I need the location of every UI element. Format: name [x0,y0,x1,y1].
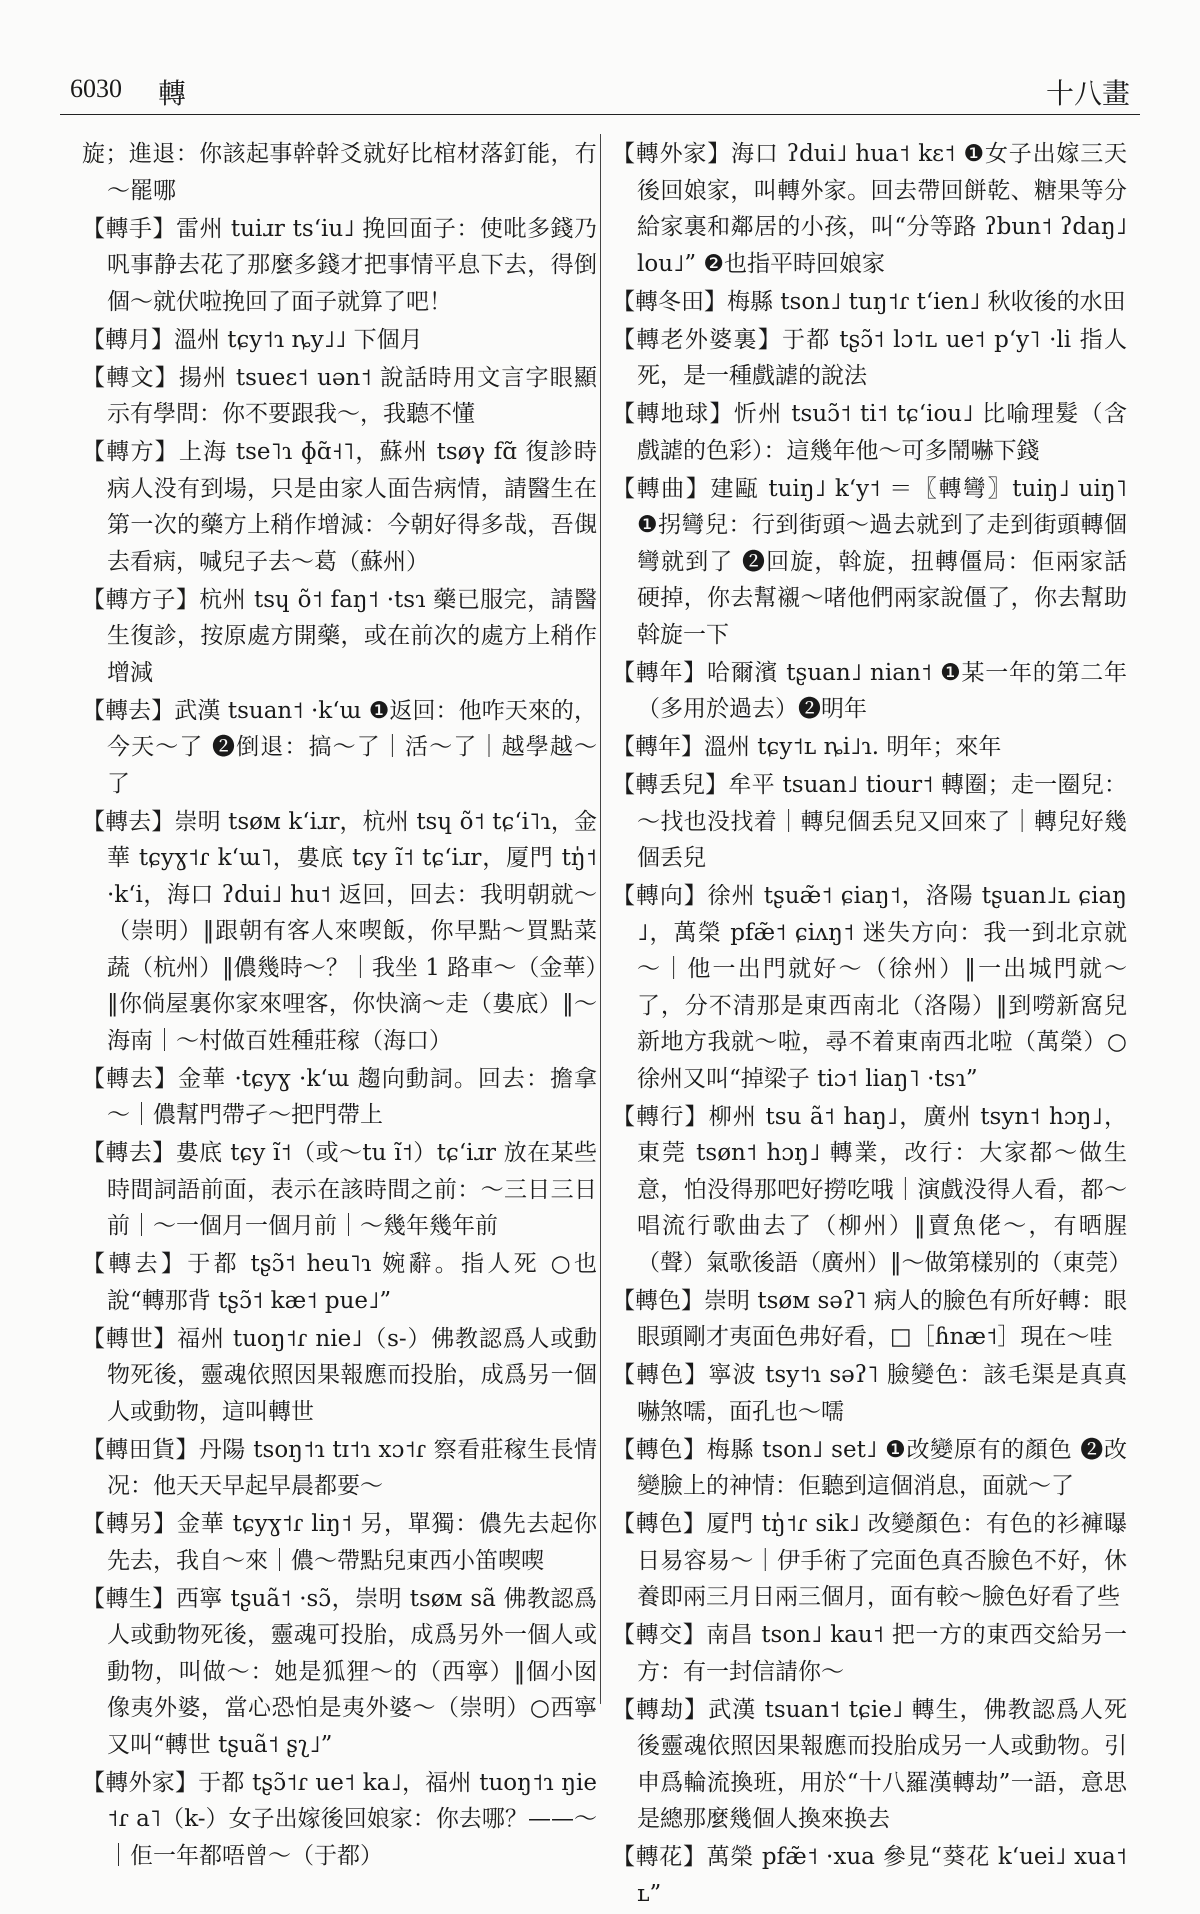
dictionary-entry: 【轉年】哈爾濱 tʂuan˩ nian˦ ❶某一年的第二年（多用於過去）❷明年 [612,659,1127,722]
dictionary-entry: 【轉色】梅縣 tson˩ set˩ ❶改變原有的顏色 ❷改變臉上的神情：佢聽到這個消息，面就～了 [612,1436,1127,1499]
dictionary-entry: 【轉曲】建甌 tuiŋ˩ kʻy˦ ＝〖轉彎〗tuiŋ˩ uiŋ˥ ❶拐彎兒：行到街頭～過去就到了走到街頭轉個彎就到了 ❷回旋，斡旋，扭轉僵局：佢兩家話硬掉，你去幫襯～啫他們兩家說僵了，你去幫助斡旋一下 [612,475,1127,648]
dictionary-entry: 【轉去】于都 tʂɔ̃˦ heu˥ɿ 婉辭。指人死 ○也說“轉那背 tʂɔ̃˦ kæ˦ pue˩” [82,1251,597,1314]
dictionary-entry: 旋；進退：你該起事幹幹爻就好比棺材落釘能，冇～罷哪 [82,141,597,204]
running-head-character: 轉 [158,77,187,110]
dictionary-entry: 【轉去】武漢 tsuan˦ ·kʻɯ ❶返回：他咋天來的，今天～了 ❷倒退：搞～了｜活～了｜越學越～了 [82,697,597,797]
dictionary-entry: 【轉花】萬榮 pfæ̃˦ ·xua 參見“葵花 kʻuei˩ xua˦ʟ” [612,1844,1127,1907]
dictionary-entry: 【轉外家】海口 ʔdui˩ hua˦ kɛ˦ ❶女子出嫁三天後回娘家，叫轉外家。回去帶回餅乾、糖果等分給家裏和鄰居的小孩，叫“分等路 ʔbun˦ ʔdaŋ˩ lou˩” ❷也指平時回娘家 [612,141,1127,277]
dictionary-entry: 【轉文】揚州 tsueɛ˦ uən˦ 說話時用文言字眼顯示有學問：你不要跟我～，我聽不懂 [82,364,597,427]
dictionary-entry: 【轉丢兒】牟平 tsuan˩ tiour˦ 轉圈；走一圈兒：～找也没找着｜轉兒個丢兒又回來了｜轉兒好幾個丢兒 [612,772,1127,871]
dictionary-entry: 【轉地球】忻州 tsuɔ̃˦ ti˦ tɕʻiou˩ 比喻理髮（含戲謔的色彩）：這幾年他～可多鬧嚇下錢 [612,401,1127,464]
dictionary-entry: 【轉外家】于都 tʂɔ̃˦ɾ ue˦ ka˩，福州 tuoŋ˦ɿ ŋie˦ɾ a˥（k-）女子出嫁後回娘家：你去哪？——～｜佢一年都唔曾～（于都） [82,1769,597,1869]
right-column [612,136,1132,1914]
dictionary-entry: 【轉田貨】丹陽 tsoŋ˦ɿ tɪ˦ɿ xɔ˦ɾ 察看莊稼生長情况：他天天早起早晨都要～ [82,1436,597,1499]
dictionary-entry: 【轉去】金華 ·tɕyɣ ·kʻɯ 趨向動詞。回去：擔拿～｜儂幫門帶孑～把門帶上 [82,1065,597,1128]
page-header [60,70,1140,115]
dictionary-entry: 【轉手】雷州 tuiɹr tsʻiu˩ 挽回面子：使吡多錢乃㕨事静去花了那麼多錢才把事情平息下去，得倒個～就伏啦挽回了面子就算了吧！ [82,215,597,315]
stroke-count-label: 十八畫 [1045,77,1130,110]
dictionary-entry: 【轉去】崇明 tsøᴍ kʻiɹr，杭州 tsɥ õ˦ tɕʻi˥ɿ，金華 tɕyɣ˦ɾ kʻɯ˥，婁底 tɕy ĩ˦ tɕʻiɹr，厦門 tŋ̍˦ ·kʻi，海口 ʔdui˩ hu˦ 返回，回去：我明朝就～（崇明）‖跟朝有客人來喫飯，你早點～買點菜蔬（杭州）‖儂幾時～？｜我坐 1 路車～（金華）‖你倘屋裏你家來哩客，你快滴～走（婁底）‖～海南｜～村做百姓種莊稼（海口） [82,808,597,1054]
dictionary-entry: 【轉色】崇明 tsøᴍ səʔ˥ 病人的臉色有所好轉：眼眼頭剛才夷面色弗好看，□［ɦnæ˦］現在～哇 [612,1287,1127,1350]
dictionary-entry: 【轉色】寧波 tsy˦ɿ səʔ˥ 臉變色：該毛渠是真真嚇煞嚅，面孔也～嚅 [612,1362,1127,1425]
dictionary-entry: 【轉冬田】梅縣 tson˩ tuŋ˦ɾ tʻien˩ 秋收後的水田 [612,288,1126,315]
left-column [82,136,597,1876]
dictionary-entry: 【轉去】婁底 tɕy ĩ˦（或～tu ĩ˦）tɕʻiɹr 放在某些時間詞語前面，表示在該時間之前：～三日三日前｜～一個月一個月前｜～幾年幾年前 [82,1140,597,1239]
dictionary-entry: 【轉世】福州 tuoŋ˦ɾ nie˩（s-）佛教認爲人或動物死後，靈魂依照因果報應而投胎，成爲另一個人或動物，這叫轉世 [82,1325,597,1425]
column-divider [600,134,601,1704]
dictionary-entry: 【轉劫】武漢 tsuan˦ tɕie˩ 轉生，佛教認爲人死後靈魂依照因果報應而投胎成另一人或動物。引申爲輪流換班，用於“十八羅漢轉劫”一語，意思是總那麼幾個人換來换去 [612,1696,1127,1832]
dictionary-entry: 【轉交】南昌 tson˩ kau˦ 把一方的東西交給另一方：有一封信請你～ [612,1622,1127,1685]
dictionary-entry: 【轉方子】杭州 tsɥ õ˦ faŋ˦ ·tsɿ 藥已服完，請醫生復診，按原處方開藥，或在前次的處方上稍作增減 [82,586,597,686]
dictionary-entry: 【轉色】厦門 tŋ̍˦ɾ sik˩ 改變顏色：有色的衫褲曝日易容易～｜伊手術了完面色真否臉色不好，休養即兩三月日兩三個月，面有較～臉色好看了些 [612,1511,1127,1610]
dictionary-entry: 【轉月】溫州 tɕy˦ɿ ȵy˩˩ 下個月 [82,326,423,353]
dictionary-entry: 【轉向】徐州 tʂuæ̃˦ ɕiaŋ˦，洛陽 tʂuan˩ʟ ɕiaŋ˩，萬榮 pfæ̃˦ ɕiʌŋ˦ 迷失方向：我一到北京就～｜他一出門就好～（徐州）‖一出城門就～了，分不清那是東西南北（洛陽）‖到嘮新窩兒新地方我就～啦，尋不着東南西北啦（萬榮）○徐州又叫“掉梁子 tiɔ˦ liaŋ˥ ·tsɿ” [612,883,1127,1092]
dictionary-entry: 【轉另】金華 tɕyɣ˦ɾ liŋ˦ 另，單獨：儂先去起你先去，我自～來｜儂～帶點兒東西小笛喫喫 [82,1511,597,1574]
page-number: 6030 [70,74,122,103]
dictionary-entry: 【轉年】溫州 tɕy˦ʟ ȵi˩ɿ. 明年；來年 [612,734,1002,760]
dictionary-entry: 【轉老外婆裏】于都 tʂɔ̃˦ lɔ˦ʟ ue˦ pʻy˥ ·li 指人死，是一種戲謔的說法 [612,326,1127,389]
dictionary-entry: 【轉生】西寧 tʂuã˦ ·sɔ̃，崇明 tsøᴍ sã 佛教認爲人或動物死後，靈魂可投胎，成爲另外一個人或動物，叫做～：她是狐狸～的（西寧）‖個小囡像夷外婆，當心恐怕是夷外婆～（崇明）○西寧又叫“轉世 tʂuã˦ ʂʅ˩” [82,1585,597,1758]
dictionary-entry: 【轉行】柳州 tsu ã˦ haŋ˩，廣州 tsyn˦ hɔŋ˩，東莞 tsøn˦ hɔŋ˩ 轉業，改行：大家都～做生意，怕没得那吧好撈吃哦｜演戲没得人看，都～唱流行歌曲去了（柳州）‖賣魚佬～，有晒腥（聲）氣歌後語（廣州）‖～做第樣别的（東莞） [612,1103,1132,1276]
dictionary-entry: 【轉方】上海 tse˥ɿ ɸɑ̃˧˥，蘇州 tsøγ fɑ̃ 復診時病人没有到場，只是由家人面告病情，請醫生在第一次的藥方上稍作增減：今朝好得多哉，吾𧡞去看病，喊兒子去～葛（蘇州） [82,439,597,575]
